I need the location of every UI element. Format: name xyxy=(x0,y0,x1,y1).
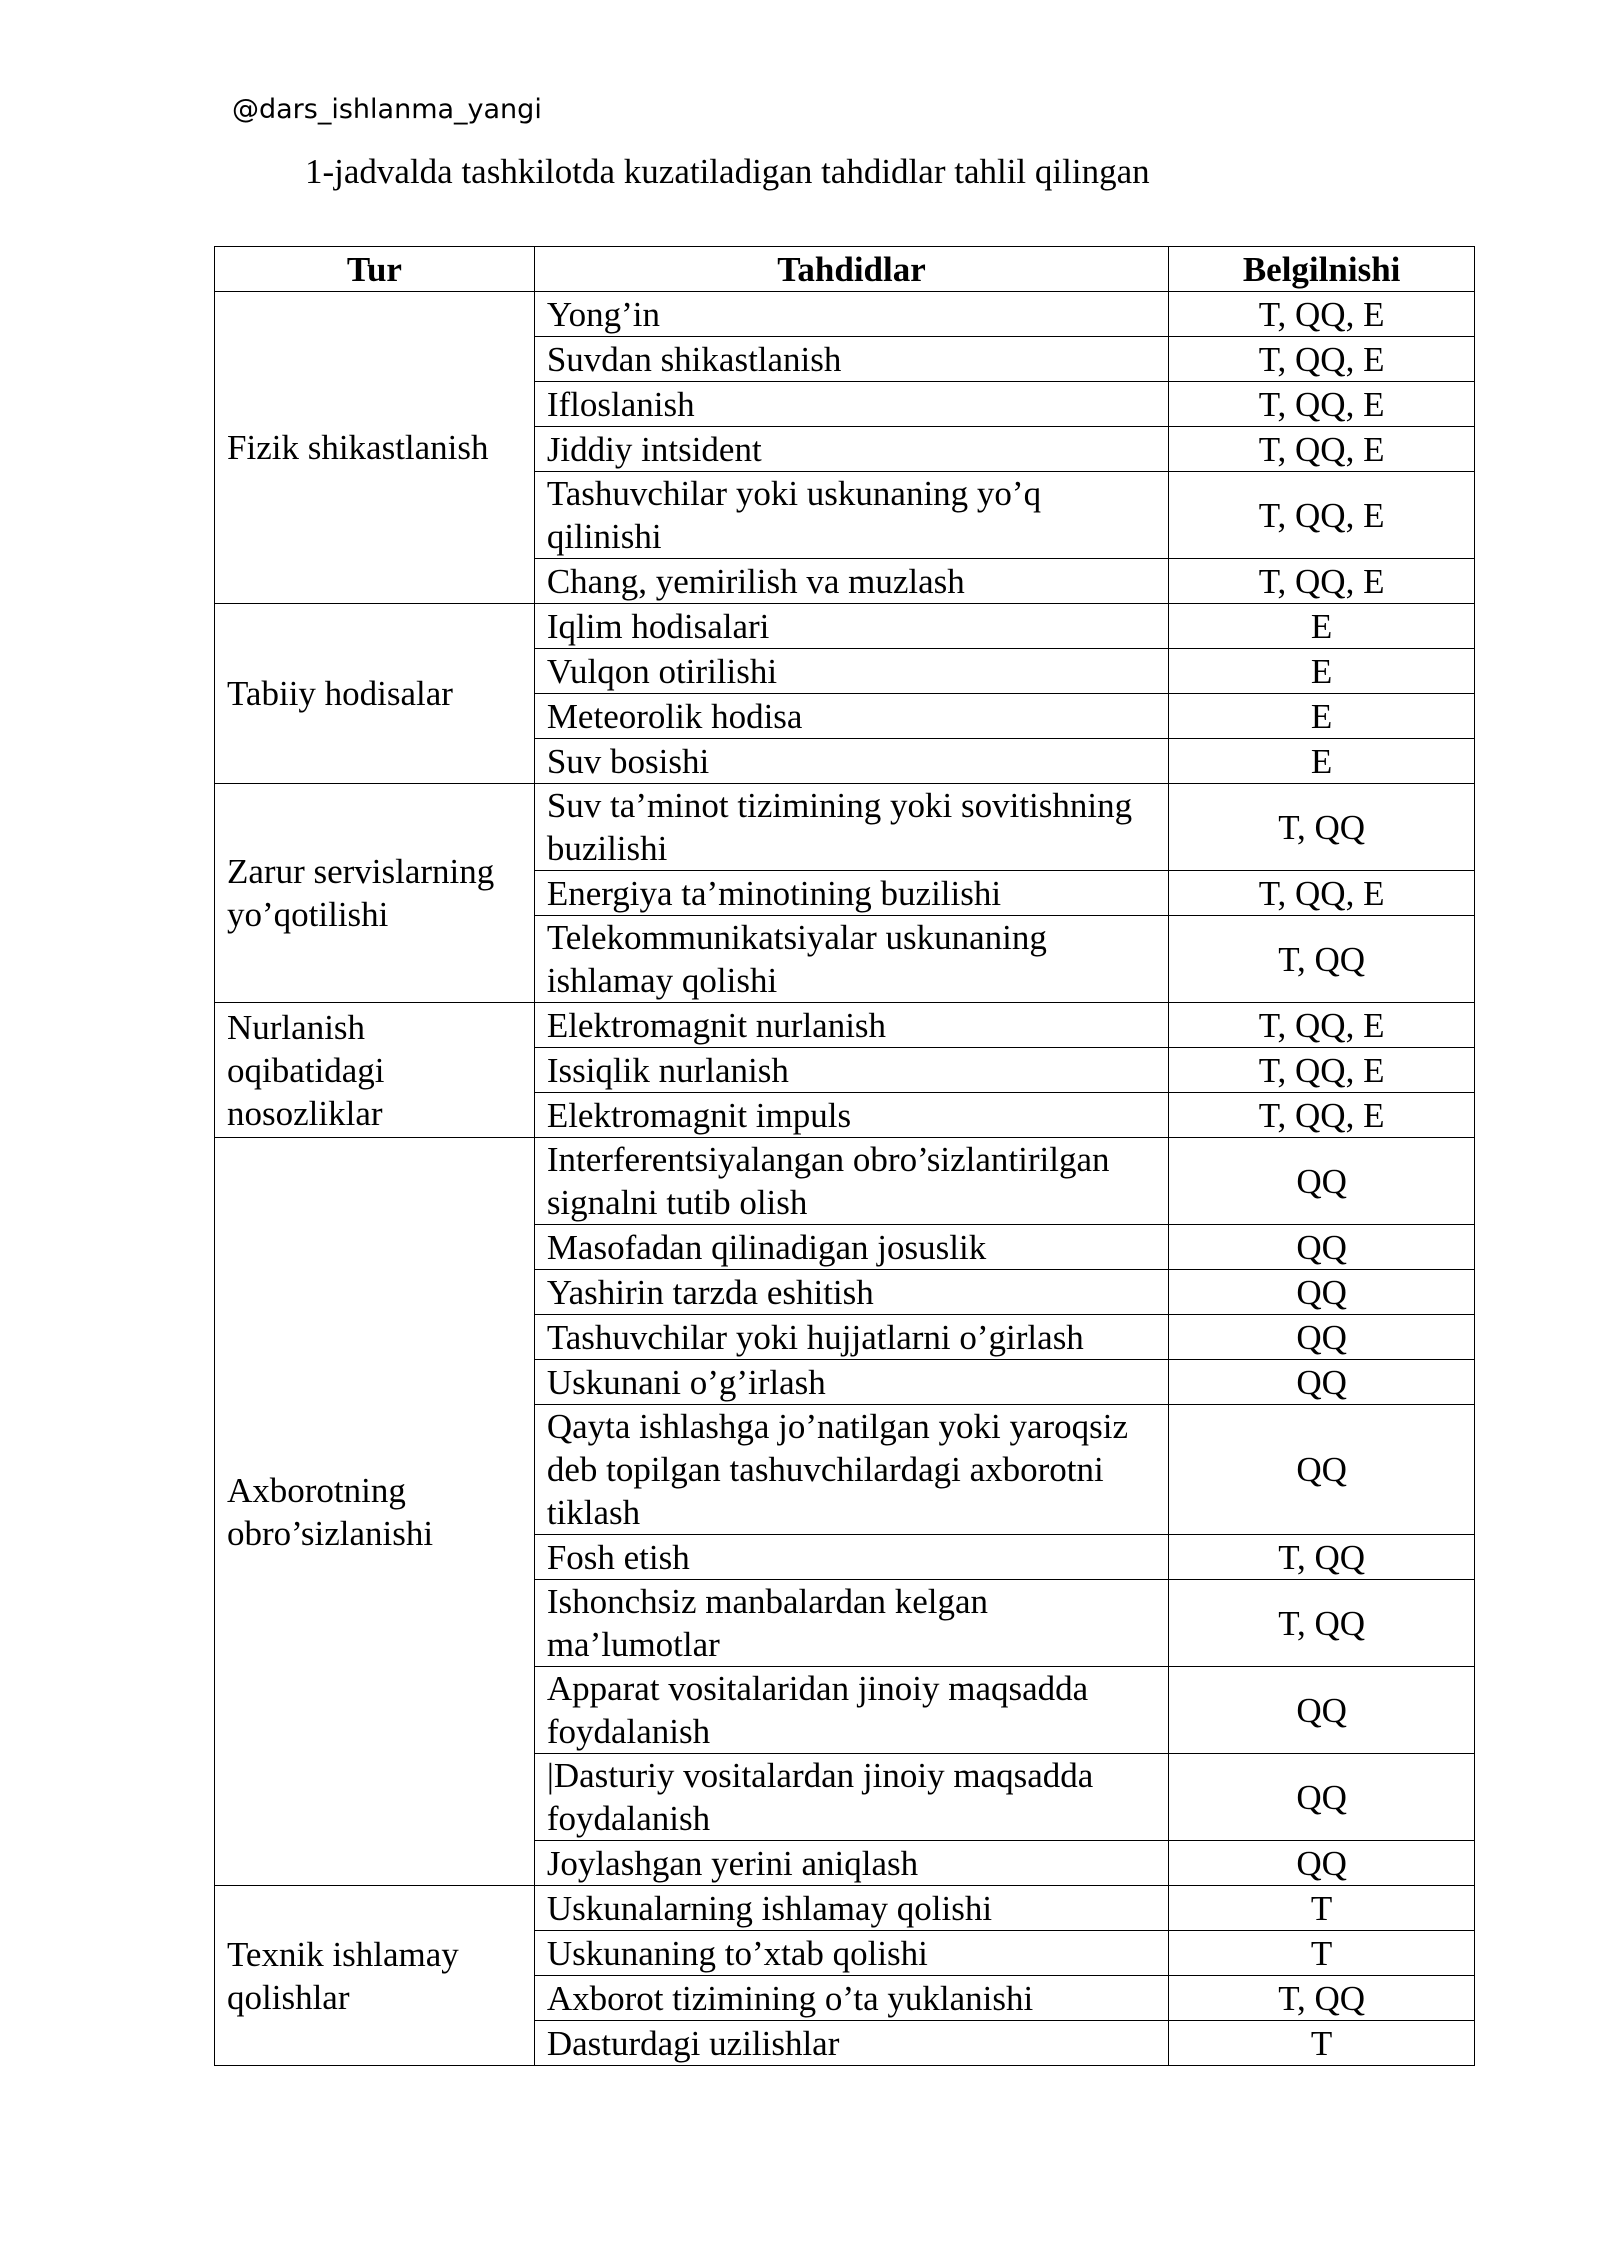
table-row xyxy=(215,1886,1475,1931)
threat-cell: Dasturdagi uzilishlar xyxy=(534,2021,1168,2066)
threat-cell: Uskunani o’g’irlash xyxy=(534,1360,1168,1405)
threat-cell: |Dasturiy vositalardan jinoiy maqsadda foydalanish xyxy=(534,1754,1168,1841)
header-tur: Tur xyxy=(215,247,535,292)
mark-cell: T, QQ xyxy=(1169,1976,1475,2021)
watermark-handle: @dars_ishlanma_yangi xyxy=(232,94,542,125)
mark-cell: T, QQ xyxy=(1169,916,1475,1003)
table-body xyxy=(215,292,1475,2066)
threat-cell: Chang, yemirilish va muzlash xyxy=(534,559,1168,604)
category-cell: Tabiiy hodisalar xyxy=(215,604,535,784)
mark-cell: T, QQ, E xyxy=(1169,472,1475,559)
threat-cell: Meteorolik hodisa xyxy=(534,694,1168,739)
threat-cell: Suvdan shikastlanish xyxy=(534,337,1168,382)
threat-cell: Apparat vositalaridan jinoiy maqsadda foydalanish xyxy=(534,1667,1168,1754)
threat-cell: Issiqlik nurlanish xyxy=(534,1048,1168,1093)
mark-cell: T, QQ, E xyxy=(1169,292,1475,337)
category-cell: Texnik ishlamay qolishlar xyxy=(215,1886,535,2066)
threat-cell: Elektromagnit impuls xyxy=(534,1093,1168,1138)
mark-cell: T, QQ, E xyxy=(1169,1048,1475,1093)
mark-cell: QQ xyxy=(1169,1315,1475,1360)
threat-cell: Qayta ishlashga jo’natilgan yoki yaroqsiz deb topilgan tashuvchilardagi axborotni tiklash xyxy=(534,1405,1168,1535)
mark-cell: QQ xyxy=(1169,1841,1475,1886)
threat-cell: Yong’in xyxy=(534,292,1168,337)
table-row xyxy=(215,784,1475,871)
mark-cell: QQ xyxy=(1169,1138,1475,1225)
threat-cell: Fosh etish xyxy=(534,1535,1168,1580)
mark-cell: T xyxy=(1169,1931,1475,1976)
category-cell: Nurlanish oqibatidagi nosozliklar xyxy=(215,1003,535,1138)
mark-cell: E xyxy=(1169,694,1475,739)
table-row xyxy=(215,292,1475,337)
threat-cell: Uskunalarning ishlamay qolishi xyxy=(534,1886,1168,1931)
table-row xyxy=(215,1003,1475,1048)
threat-cell: Ishonchsiz manbalardan kelgan ma’lumotlar xyxy=(534,1580,1168,1667)
category-cell: Zarur servislarning yo’qotilishi xyxy=(215,784,535,1003)
mark-cell: QQ xyxy=(1169,1360,1475,1405)
mark-cell: QQ xyxy=(1169,1270,1475,1315)
mark-cell: E xyxy=(1169,739,1475,784)
mark-cell: QQ xyxy=(1169,1667,1475,1754)
mark-cell: T, QQ, E xyxy=(1169,337,1475,382)
mark-cell: T, QQ, E xyxy=(1169,559,1475,604)
threat-cell: Iqlim hodisalari xyxy=(534,604,1168,649)
mark-cell: E xyxy=(1169,649,1475,694)
mark-cell: QQ xyxy=(1169,1225,1475,1270)
threat-cell: Masofadan qilinadigan josuslik xyxy=(534,1225,1168,1270)
mark-cell: QQ xyxy=(1169,1754,1475,1841)
mark-cell: T, QQ, E xyxy=(1169,1093,1475,1138)
mark-cell: T, QQ, E xyxy=(1169,1003,1475,1048)
mark-cell: T, QQ xyxy=(1169,1535,1475,1580)
mark-cell: T, QQ, E xyxy=(1169,427,1475,472)
threat-cell: Yashirin tarzda eshitish xyxy=(534,1270,1168,1315)
category-cell: Fizik shikastlanish xyxy=(215,292,535,604)
threat-cell: Ifloslanish xyxy=(534,382,1168,427)
threat-cell: Telekommunikatsiyalar uskunaning ishlamay qolishi xyxy=(534,916,1168,1003)
mark-cell: E xyxy=(1169,604,1475,649)
threat-cell: Energiya ta’minotining buzilishi xyxy=(534,871,1168,916)
table-row xyxy=(215,1138,1475,1225)
threat-cell: Vulqon otirilishi xyxy=(534,649,1168,694)
header-belgilnishi: Belgilnishi xyxy=(1169,247,1475,292)
mark-cell: T, QQ xyxy=(1169,1580,1475,1667)
mark-cell: T, QQ, E xyxy=(1169,871,1475,916)
threat-cell: Axborot tizimining o’ta yuklanishi xyxy=(534,1976,1168,2021)
table-caption: 1-jadvalda tashkilotda kuzatiladigan tahdidlar tahlil qilingan xyxy=(305,152,1150,191)
table-header-row xyxy=(215,247,1475,292)
threats-table xyxy=(214,246,1475,2066)
threat-cell: Suv ta’minot tizimining yoki sovitishning buzilishi xyxy=(534,784,1168,871)
threat-cell: Uskunaning to’xtab qolishi xyxy=(534,1931,1168,1976)
category-cell: Axborotning obro’sizlanishi xyxy=(215,1138,535,1886)
threat-cell: Tashuvchilar yoki uskunaning yo’q qilinishi xyxy=(534,472,1168,559)
threat-cell: Joylashgan yerini aniqlash xyxy=(534,1841,1168,1886)
mark-cell: T, QQ xyxy=(1169,784,1475,871)
header-tahdidlar: Tahdidlar xyxy=(534,247,1168,292)
table-row xyxy=(215,604,1475,649)
mark-cell: T xyxy=(1169,1886,1475,1931)
mark-cell: T xyxy=(1169,2021,1475,2066)
threat-cell: Jiddiy intsident xyxy=(534,427,1168,472)
threat-cell: Interferentsiyalangan obro’sizlantirilgan signalni tutib olish xyxy=(534,1138,1168,1225)
mark-cell: QQ xyxy=(1169,1405,1475,1535)
threat-cell: Elektromagnit nurlanish xyxy=(534,1003,1168,1048)
threat-cell: Tashuvchilar yoki hujjatlarni o’girlash xyxy=(534,1315,1168,1360)
threat-cell: Suv bosishi xyxy=(534,739,1168,784)
mark-cell: T, QQ, E xyxy=(1169,382,1475,427)
